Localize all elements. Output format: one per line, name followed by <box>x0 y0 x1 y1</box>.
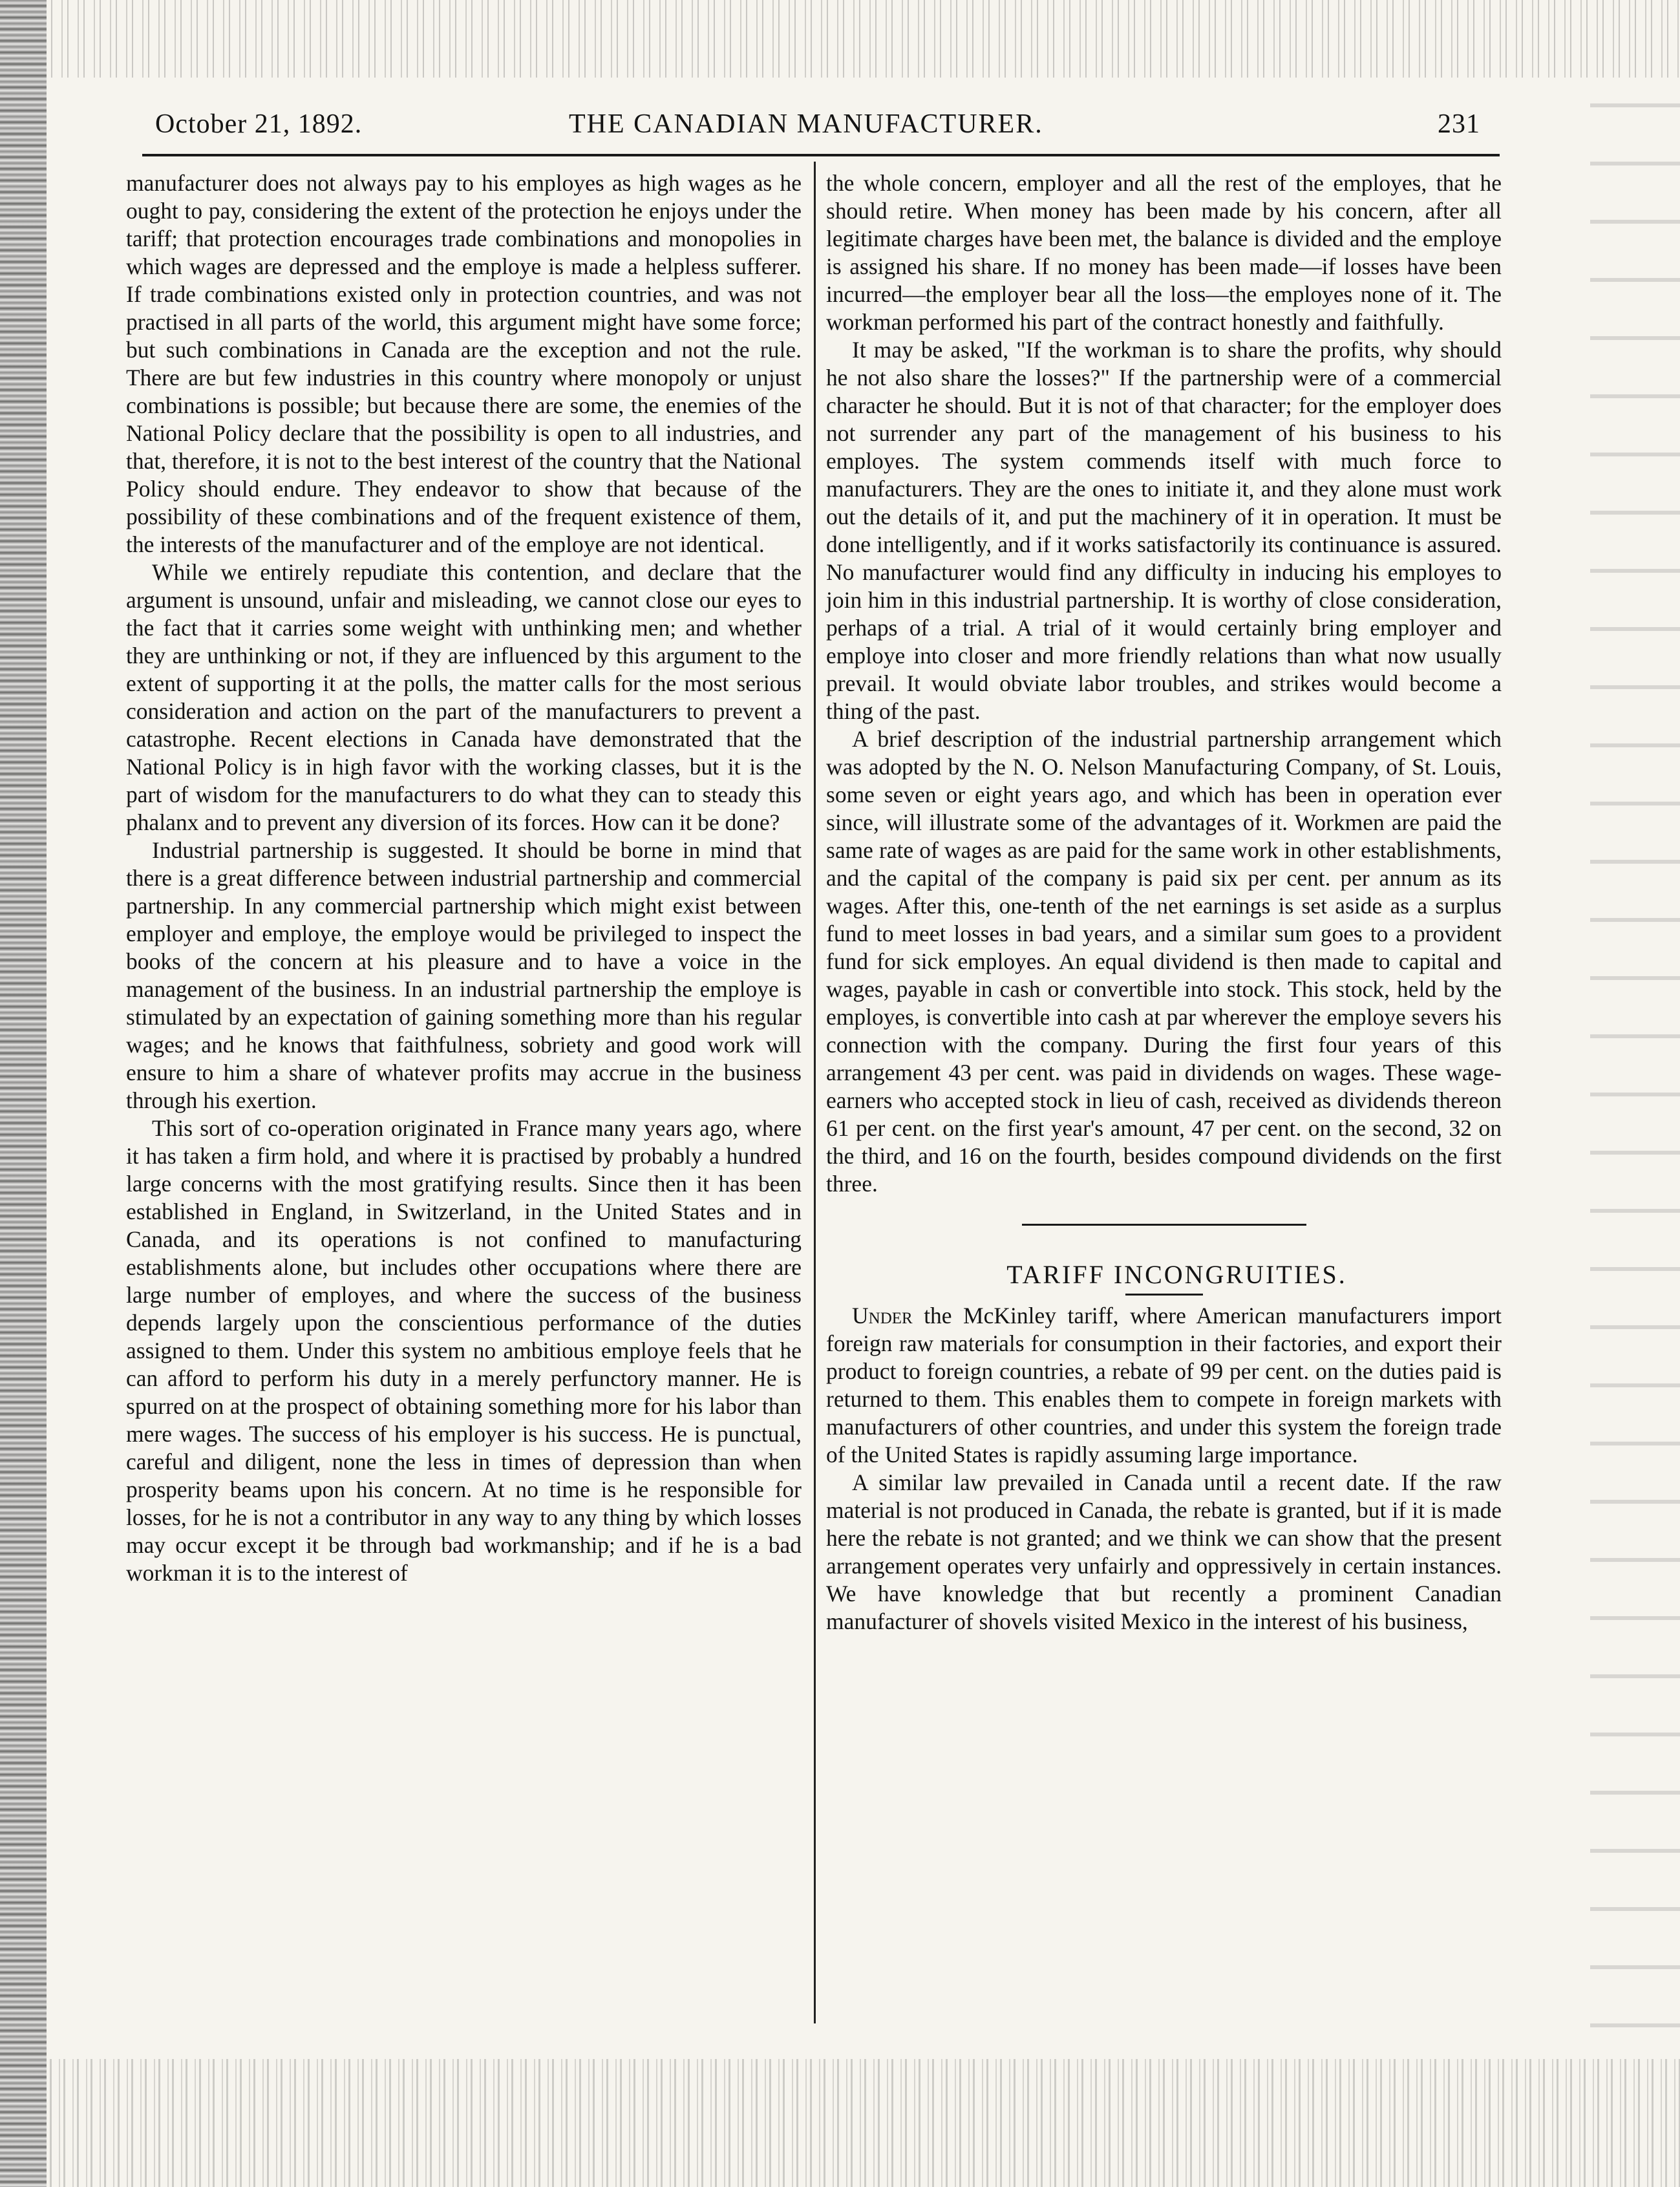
left-column <box>126 169 802 1587</box>
right-paragraph-5: A similar law prevailed in Canada until a recent date. If the raw material is not produced in Canada, the rebate is granted, but if it is made here the rebate is not granted; and we think we can show that the present arrangement operates very unfairly and oppressively in certain instances. We have knowledge that but recently a prominent Canadian manufacturer of shovels visited Mexico in the interest of his business, <box>826 1469 1502 1634</box>
section-heading: TARIFF INCONGRUITIES. <box>1006 1260 1347 1289</box>
right-paragraph-3: A brief description of the industrial partnership arrangement which was adopted by the N. O. Nelson Manufacturing Company, of St. Louis, some seven or eight years ago, and which has been in operation ever since, will illustrate some of the advantages of it. Workmen are paid the same rate of wages as are paid for the same work in other establishments, and the capital of the company is paid six per cent. per annum as its wages. After this, one-tenth of the net earnings is set aside as a surplus fund to meet losses in bad years, and a similar sum goes to a provident fund for sick employes. An equal dividend is then made to capital and wages, payable in cash or convertible into stock. This stock, held by the employes, is convertible into cash at par wherever the employe severs his connection with the company. During the first four years of this arrangement 43 per cent. was paid in dividends on wages. These wage-earners who accepted stock in lieu of cash, received as dividends thereon 61 per cent. on the first year's amount, 47 per cent. on the second, 32 on the third, and 16 on the fourth, besides compound dividends on the first three. <box>826 726 1502 1197</box>
left-paragraph-2: While we entirely repudiate this contention, and declare that the argument is unsound, unfair and misleading, we cannot close our eyes to the fact that it carries some weight with unthinking men; and whether they are unthinking or not, if they are influenced by this argument to the extent of supporting it at the polls, the matter calls for the most serious consideration and action on the part of the manufacturers to prevent a catastrophe. Recent elections in Canada have demonstrated that the National Policy is in high favor with the working classes, but it is the part of wisdom for the manufacturers to do what they can to steady this phalanx and to prevent any diversion of its forces. How can it be done? <box>126 559 802 835</box>
header-rule <box>142 154 1500 156</box>
binding-edge <box>0 0 47 2187</box>
scan-noise-bottom <box>47 2059 1680 2187</box>
left-paragraph-3: Industrial partnership is suggested. It should be borne in mind that there is a great difference between industrial partnership and commercial partnership. In any commercial partnership which might exist between employer and employe, the employe would be privileged to inspect the books of the concern at his pleasure and to have a voice in the management of the business. In an industrial partnership the employe is stimulated by an expectation of gaining something more than his regular wages; and he knows that faithfulness, sobriety and good work will ensure to him a share of whatever profits may accrue in the business through his exertion. <box>126 837 802 1113</box>
issue-date: October 21, 1892. <box>155 109 363 139</box>
publication-title: THE CANADIAN MANUFACTURER. <box>569 109 1043 139</box>
scan-noise-right <box>1590 78 1680 2059</box>
page-number: 231 <box>1438 109 1480 139</box>
page-header <box>149 109 1493 147</box>
left-paragraph-1: manufacturer does not always pay to his employes as high wages as he ought to pay, considering the extent of the protection he enjoys under the tariff; that protection encourages trade combinations and monopolies in which wages are depressed and the employe is made a helpless sufferer. If trade combinations existed only in protection countries, and was not practised in all parts of the world, this argument might have some force; but such combinations in Canada are the exception and not the rule. There are but few industries in this country where monopoly or unjust combinations is possible; but because there are some, the enemies of the National Policy declare that the possibility is open to all industries, and that, therefore, it is not to the best interest of the country that the National Policy should endure. They endeavor to show that because of the possibility of these combinations and of the frequent existence of them, the interests of the manufacturer and of the employe are not identical. <box>126 170 802 557</box>
right-column <box>826 169 1502 1636</box>
left-paragraph-4: This sort of co-operation originated in France many years ago, where it has taken a firm hold, and where it is practised by probably a hundred large concerns with the most gratifying results. Since then it has been established in England, in Switzerland, in the United States and in Canada, and its operations is not confined to manufacturing establishments alone, but includes other occupations where there are large number of employes, and where the success of the business depends largely upon the conscientious performance of the duties assigned to them. Under this system no ambitious employe feels that he can afford to perform his duty in a merely perfunctory manner. He is spurred on at the prospect of obtaining something more for his labor than mere wages. The success of his employer is his success. He is punctual, careful and diligent, none the less in times of depression than when prosperity beams upon his concern. At no time is he responsible for losses, for he is not a contributor in any way to any thing by which losses may occur except it be through bad workmanship; and if he is a bad workman it is to the interest of <box>126 1115 802 1586</box>
column-divider <box>814 162 816 2023</box>
right-paragraph-2: It may be asked, "If the workman is to share the profits, why should he not also share the losses?" If the partnership were of a commercial character he should. But it is not of that character; for the employer does not surrender any part of the management of his business to his employes. The system commends itself with much force to manufacturers. They are the ones to initiate it, and they alone must work out the details of it, and put the machinery of it in operation. It must be done intelligently, and if it works satisfactorily its continuance is assured. No manufacturer would find any difficulty in inducing his employes to join him in this industrial partnership. It is worthy of close consideration, perhaps of a trial. A trial of it would certainly bring employer and employe into closer and more friendly relations than what now usually prevail. It would obviate labor troubles, and strikes would become a thing of the past. <box>826 337 1502 724</box>
section-separator <box>1022 1224 1306 1226</box>
heading-underline <box>1125 1294 1203 1296</box>
scan-noise-top <box>47 0 1680 78</box>
right-paragraph-1: the whole concern, employer and all the rest of the employes, that he should retire. When money has been made by his concern, after all legitimate charges have been met, the balance is divided and the employe is assigned his share. If no money has been made—if losses have been incurred—the employer bear all the loss—the employes none of it. The workman performed his part of the contract honestly and faithfully. <box>826 170 1502 335</box>
lead-word: Under <box>852 1303 913 1328</box>
right-paragraph-4-text: the McKinley tariff, where American manufacturers import foreign raw materials for consumption in their factories, and export their product to foreign countries, a rebate of 99 per cent. on the duties paid is returned to them. This enables them to compete in foreign markets with manufacturers of other countries, and under this system the foreign trade of the United States is rapidly assuming large importance. <box>826 1303 1502 1467</box>
right-paragraph-4 <box>826 1302 1502 1469</box>
